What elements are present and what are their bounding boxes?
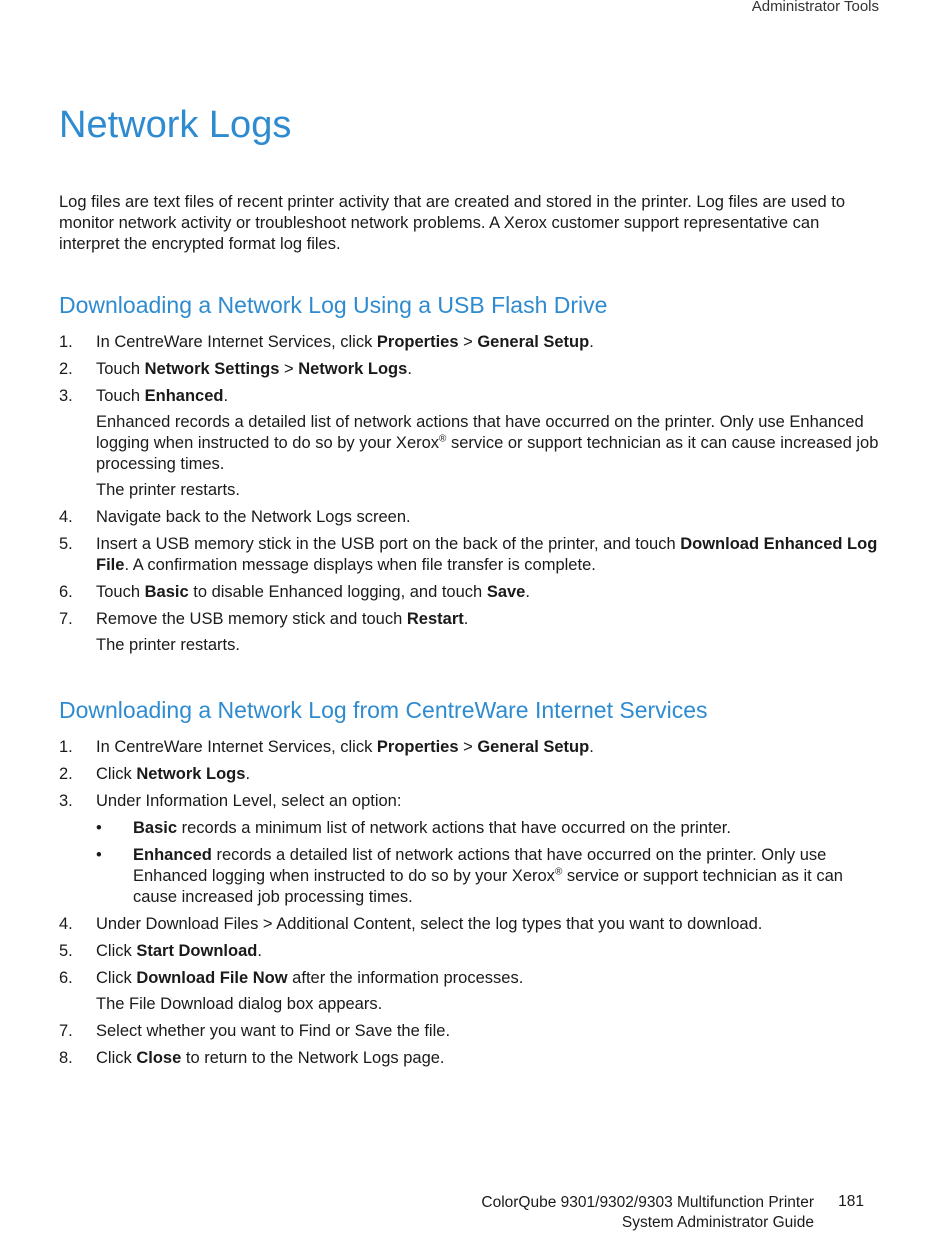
usb-step-2 [59, 359, 884, 380]
step-text: Touch Enhanced. [96, 387, 229, 405]
step-text: Under Download Files > Additional Content, select the log types that you want to download. [96, 915, 763, 933]
page-title: Network Logs [59, 104, 292, 146]
step-note: The printer restarts. [96, 481, 240, 499]
step-number: 5. [59, 535, 73, 553]
step-number: 2. [59, 765, 73, 783]
step-note: The File Download dialog box appears. [96, 995, 383, 1013]
step-number: 7. [59, 610, 73, 628]
step-number: 4. [59, 915, 73, 933]
step-number: 4. [59, 508, 73, 526]
step-text: Touch Basic to disable Enhanced logging, and touch Save. [96, 583, 530, 601]
step-number: 3. [59, 792, 73, 810]
step-number: 1. [59, 333, 73, 351]
bullet-icon: • [96, 846, 102, 864]
step-text: Click Close to return to the Network Logs page. [96, 1049, 445, 1067]
cws-step-6 [59, 968, 884, 1015]
usb-steps-list [59, 332, 884, 662]
usb-step-7 [59, 609, 884, 656]
step-number: 6. [59, 969, 73, 987]
footer-product-name: ColorQube 9301/9302/9303 Multifunction Printer [481, 1194, 814, 1211]
step-text: Insert a USB memory stick in the USB port on the back of the printer, and touch Download Enhanced Log File. A confirmation message displays when file transfer is complete. [96, 535, 878, 574]
option-basic: • Basic records a minimum list of network actions that have occurred on the printer. [96, 819, 731, 837]
usb-step-5 [59, 534, 884, 576]
step-text: Select whether you want to Find or Save the file. [96, 1022, 451, 1040]
step-number: 8. [59, 1049, 73, 1067]
cws-steps-list [59, 737, 884, 1075]
cws-step-4 [59, 914, 884, 935]
usb-step-6 [59, 582, 884, 603]
step-number: 7. [59, 1022, 73, 1040]
intro-paragraph: Log files are text files of recent printer activity that are created and stored in the printer. Log files are used to monitor network activity or troubleshoot network problems. A Xerox customer support representative can interpret the encrypted format log files. [59, 193, 846, 253]
cws-step-5 [59, 941, 884, 962]
step-number: 1. [59, 738, 73, 756]
cws-step-8 [59, 1048, 884, 1069]
step-number: 3. [59, 387, 73, 405]
step-number: 2. [59, 360, 73, 378]
step-number: 6. [59, 583, 73, 601]
step-note: The printer restarts. [96, 636, 240, 654]
step-number: 5. [59, 942, 73, 960]
cws-step-2 [59, 764, 884, 785]
cws-step-1 [59, 737, 884, 758]
running-header: Administrator Tools [751, 0, 879, 15]
step-note: Enhanced records a detailed list of network actions that have occurred on the printer. Only use Enhanced logging when instructed to do so by your Xerox® service or support technician as it can cause increased job processing times. [96, 413, 879, 473]
step-text: Navigate back to the Network Logs screen. [96, 508, 411, 526]
usb-step-1 [59, 332, 884, 353]
step-text: Click Network Logs. [96, 765, 251, 783]
cws-step-3 [59, 791, 884, 908]
step-text: In CentreWare Internet Services, click Properties > General Setup. [96, 738, 594, 756]
step-text: Under Information Level, select an option: [96, 792, 402, 810]
bullet-icon: • [96, 819, 102, 837]
step-text: Click Download File Now after the information processes. [96, 969, 524, 987]
usb-section-heading: Downloading a Network Log Using a USB Flash Drive [59, 292, 608, 318]
step-text: Click Start Download. [96, 942, 262, 960]
cws-section-heading: Downloading a Network Log from CentreWare Internet Services [59, 697, 708, 723]
usb-step-4 [59, 507, 884, 528]
usb-step-3 [59, 386, 884, 501]
cws-step-7 [59, 1021, 884, 1042]
step-text: Remove the USB memory stick and touch Restart. [96, 610, 469, 628]
option-enhanced: • Enhanced records a detailed list of network actions that have occurred on the printer. Only use Enhanced logging when instructed to do so by your Xerox® service or support technician as it can cause increased job processing times. [96, 846, 843, 906]
footer-product-info [481, 1193, 814, 1233]
footer-guide-name: System Administrator Guide [621, 1214, 814, 1231]
option-list [96, 818, 884, 908]
step-text: In CentreWare Internet Services, click Properties > General Setup. [96, 333, 594, 351]
step-text: Touch Network Settings > Network Logs. [96, 360, 412, 378]
page-number: 181 [838, 1193, 864, 1210]
